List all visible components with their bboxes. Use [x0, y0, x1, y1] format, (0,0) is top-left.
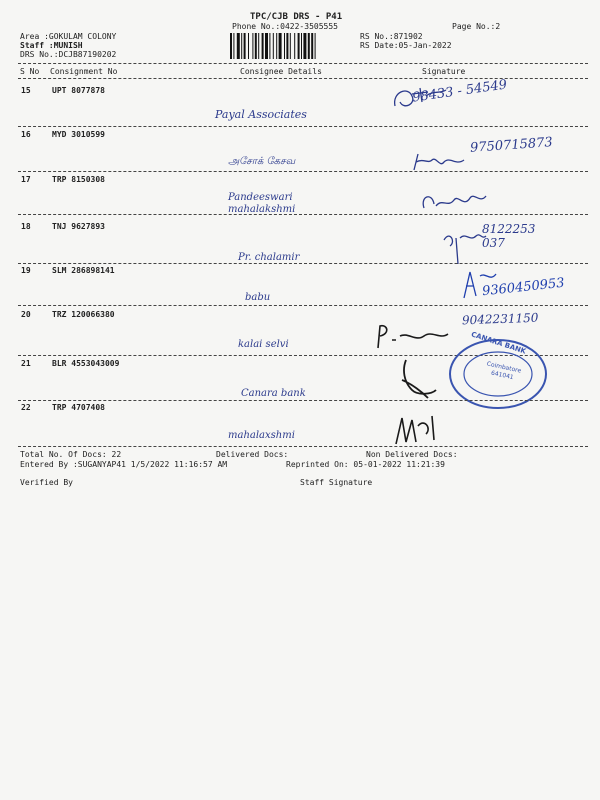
phone-handwritten: 9750715873 — [469, 135, 554, 156]
row-sno: 22 — [21, 403, 31, 412]
reprinted-on: Reprinted On: 05-01-2022 11:21:39 — [286, 460, 445, 469]
row-divider — [18, 305, 588, 306]
area-label: Area :GOKULAM COLONY — [20, 32, 117, 41]
col-sno: S No — [20, 67, 40, 76]
rs-date: RS Date:05-Jan-2022 — [360, 41, 452, 50]
row-consignment: SLM 286898141 — [52, 266, 115, 275]
signature-scribble — [460, 268, 500, 302]
verified-by: Verified By — [20, 478, 73, 487]
delivered-docs: Delivered Docs: — [216, 450, 289, 459]
signature-scribble — [440, 228, 490, 268]
row-consignment: MYD 3010599 — [52, 130, 105, 139]
col-consignee: Consignee Details — [240, 67, 322, 76]
stamp-bank-name: CANARA BANK — [470, 330, 527, 356]
phone-handwritten: 8122253037 — [482, 222, 536, 250]
row-sno: 16 — [21, 130, 31, 139]
row-consignment: BLR 4553043009 — [52, 359, 120, 368]
rs-number: RS No.:871902 — [360, 32, 423, 41]
phone-handwritten: 98433 - 54549 — [411, 77, 508, 106]
staff-label: Staff :MUNISH — [20, 41, 83, 50]
staff-signature: Staff Signature — [300, 478, 373, 487]
col-consignment: Consignment No — [50, 67, 118, 76]
consignee-handwritten: அசோக் கேசவ — [228, 156, 296, 167]
signature-scribble — [390, 84, 450, 114]
non-delivered-docs: Non Delivered Docs: — [366, 450, 458, 459]
header-divider-top — [18, 63, 588, 64]
consignee-handwritten: Payal Associates — [215, 108, 307, 121]
consignee-handwritten: Canara bank — [241, 388, 306, 399]
document-title: TPC/CJB DRS - P41 — [250, 12, 343, 22]
row-consignment: TRP 8150308 — [52, 175, 105, 184]
row-sno: 21 — [21, 359, 31, 368]
barcode-graphic — [230, 33, 355, 59]
signature-scribble — [392, 412, 442, 448]
row-consignment: UPT 8077878 — [52, 86, 105, 95]
row-divider — [18, 214, 588, 215]
drs-number: DRS No.:DCJB87190202 — [20, 50, 117, 59]
entered-by: Entered By :SUGANYAP41 1/5/2022 11:16:57 AM — [20, 460, 228, 469]
row-sno: 17 — [21, 175, 31, 184]
row-divider — [18, 126, 588, 127]
row-sno: 15 — [21, 86, 31, 95]
signature-scribble — [374, 322, 454, 352]
consignee-handwritten: kalai selvi — [238, 339, 289, 350]
phone-number: Phone No.:0422-3505555 — [232, 22, 338, 31]
row-divider — [18, 400, 588, 401]
total-docs: Total No. Of Docs: 22 — [20, 450, 122, 459]
stamp-branch: Coimbatore 641041 — [486, 360, 522, 382]
row-consignment: TNJ 9627893 — [52, 222, 105, 231]
signature-scribble — [392, 356, 442, 400]
phone-handwritten: 9042231150 — [461, 310, 539, 328]
row-sno: 20 — [21, 310, 31, 319]
row-consignment: TRZ 120066380 — [52, 310, 115, 319]
consignee-handwritten: mahalaxshmi — [228, 430, 295, 441]
consignee-handwritten: Pandeeswari mahalakshmi — [228, 192, 296, 215]
row-sno: 19 — [21, 266, 31, 275]
row-consignment: TRP 4707408 — [52, 403, 105, 412]
consignee-handwritten: Pr. chalamir — [238, 252, 300, 263]
row-divider — [18, 263, 588, 264]
col-signature: Signature — [422, 67, 466, 76]
phone-handwritten: 9360450953 — [481, 275, 566, 300]
page-number: Page No.:2 — [452, 22, 501, 31]
signature-scribble — [420, 190, 500, 215]
table-bottom-divider — [18, 446, 588, 447]
row-divider — [18, 171, 588, 172]
consignee-handwritten: babu — [245, 292, 271, 303]
row-sno: 18 — [21, 222, 31, 231]
